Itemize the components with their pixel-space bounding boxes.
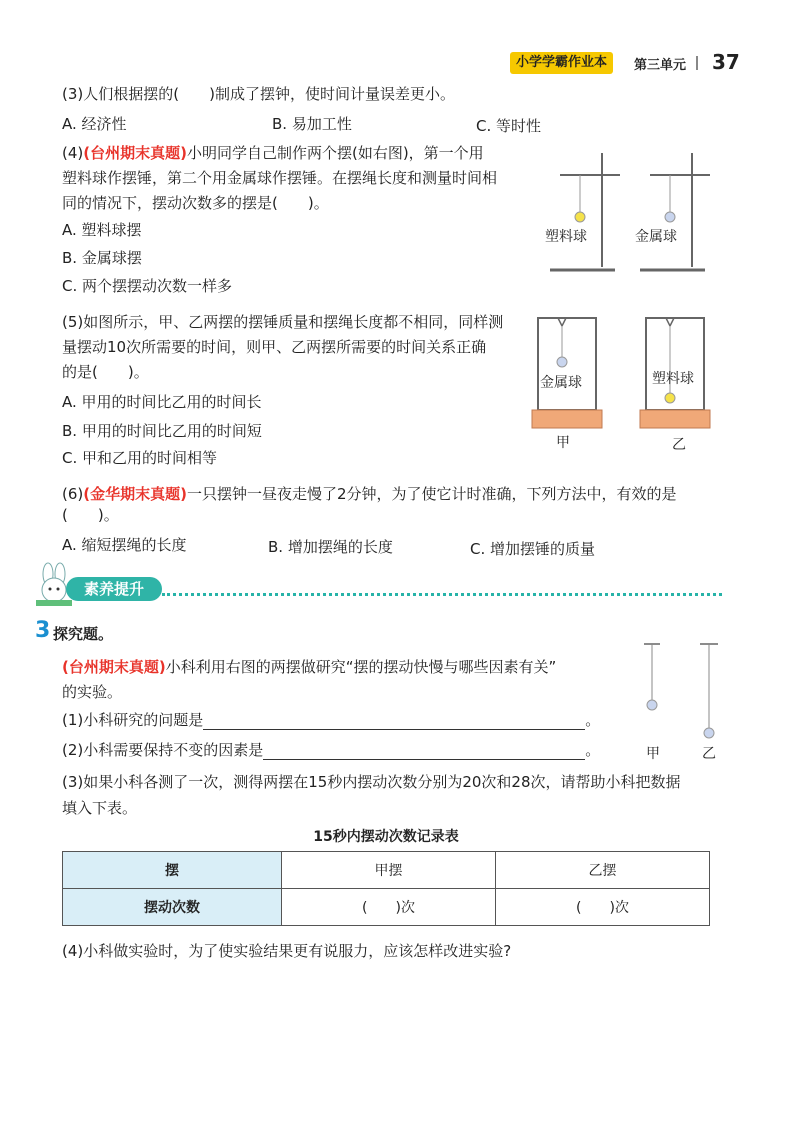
record-table bbox=[62, 851, 710, 926]
explore-sub3-line1: (3)如果小科各测了一次，测得两摆在15秒内摆动次数分别为20次和28次，请帮助小科把数据 bbox=[62, 773, 681, 791]
q3-option-b: B. 易加工性 bbox=[272, 115, 352, 133]
q6-option-a: A. 缩短摆绳的长度 bbox=[62, 536, 187, 554]
q4-line2: 塑料球作摆锤，第二个用金属球作摆锤。在摆绳长度和测量时间相 bbox=[62, 169, 498, 187]
explore-sub4: (4)小科做实验时，为了使实验结果更有说服力，应该怎样改进实验? bbox=[62, 942, 512, 960]
q5-option-c: C. 甲和乙用的时间相等 bbox=[62, 449, 218, 467]
table-header-pendulum: 摆 bbox=[63, 852, 282, 889]
q5-fig-label-plastic: 塑料球 bbox=[652, 371, 694, 387]
unit-label: 第三单元 bbox=[634, 58, 687, 73]
question-number: 3 bbox=[35, 618, 51, 643]
q5-fig-label-metal: 金属球 bbox=[540, 375, 582, 391]
q6-option-b: B. 增加摆绳的长度 bbox=[268, 538, 393, 556]
table-header-yi: 乙摆 bbox=[496, 852, 710, 889]
explore-fig-name-jia: 甲 bbox=[646, 746, 660, 762]
q4-source-tag: (台州期末真题) bbox=[83, 144, 187, 162]
explore-fig-name-yi: 乙 bbox=[702, 746, 716, 762]
q4-pendulum-stands-figure bbox=[540, 145, 720, 275]
q4-option-a: A. 塑料球摆 bbox=[62, 221, 142, 239]
q5-option-a: A. 甲用的时间比乙用的时间长 bbox=[62, 393, 262, 411]
header-divider bbox=[696, 56, 698, 70]
explore-sub3-line2: 填入下表。 bbox=[62, 799, 138, 817]
q5-line3: 的是( )。 bbox=[62, 363, 149, 381]
q3-option-c: C. 等时性 bbox=[476, 117, 542, 135]
table-title: 15秒内摆动次数记录表 bbox=[313, 829, 459, 845]
table-header-row bbox=[63, 852, 710, 889]
q4-line1: (4)(台州期末真题)小明同学自己制作两个摆(如右图)，第一个用 bbox=[62, 144, 484, 162]
explore-sub2: (2)小科需要保持不变的因素是 。 bbox=[62, 741, 601, 759]
table-cell-yi-count[interactable]: ( )次 bbox=[496, 889, 710, 926]
q5-fig-name-jia: 甲 bbox=[556, 435, 570, 451]
q6-source-tag: (金华期末真题) bbox=[83, 485, 187, 503]
page-number: 37 bbox=[712, 50, 740, 74]
section-divider bbox=[162, 593, 722, 596]
q6-line2: ( )。 bbox=[62, 506, 119, 524]
q5-line2: 量摆动10次所需要的时间，则甲、乙两摆所需要的时间关系正确 bbox=[62, 338, 487, 356]
q4-option-b: B. 金属球摆 bbox=[62, 249, 142, 267]
q4-fig-label-plastic: 塑料球 bbox=[545, 229, 587, 245]
q5-line1: (5)如图所示，甲、乙两摆的摆锤质量和摆绳长度都不相同，同样测 bbox=[62, 313, 504, 331]
answer-blank-2[interactable] bbox=[263, 741, 585, 760]
table-row-label: 摆动次数 bbox=[63, 889, 282, 926]
explore-line2: 的实验。 bbox=[62, 683, 123, 701]
q6-line1: (6)(金华期末真题)一只摆钟一昼夜走慢了2分钟，为了使它计时准确，下列方法中，有效的是 bbox=[62, 485, 677, 503]
explore-sub1: (1)小科研究的问题是 。 bbox=[62, 711, 601, 729]
q5-fig-name-yi: 乙 bbox=[672, 437, 686, 453]
q6-option-c: C. 增加摆锤的质量 bbox=[470, 540, 596, 558]
q4-line3: 同的情况下，摆动次数多的摆是( )。 bbox=[62, 194, 329, 212]
q3-option-a: A. 经济性 bbox=[62, 115, 127, 133]
section-title-badge: 素养提升 bbox=[66, 577, 162, 601]
explore-source-tag: (台州期末真题) bbox=[62, 658, 166, 676]
answer-blank-1[interactable] bbox=[203, 711, 585, 730]
q5-option-b: B. 甲用的时间比乙用的时间短 bbox=[62, 422, 262, 440]
explore-pendulums-figure bbox=[640, 638, 730, 742]
table-header-jia: 甲摆 bbox=[282, 852, 496, 889]
table-row bbox=[63, 889, 710, 926]
q3-stem: (3)人们根据摆的( )制成了摆钟，使时间计量误差更小。 bbox=[62, 85, 455, 103]
explore-line1: (台州期末真题)小科利用右图的两摆做研究“摆的摆动快慢与哪些因素有关” bbox=[62, 658, 557, 676]
table-cell-jia-count[interactable]: ( )次 bbox=[282, 889, 496, 926]
question-title: 探究题。 bbox=[53, 625, 114, 643]
book-title-badge: 小学学霸作业本 bbox=[510, 52, 613, 74]
q4-option-c: C. 两个摆摆动次数一样多 bbox=[62, 277, 233, 295]
q4-fig-label-metal: 金属球 bbox=[635, 229, 677, 245]
